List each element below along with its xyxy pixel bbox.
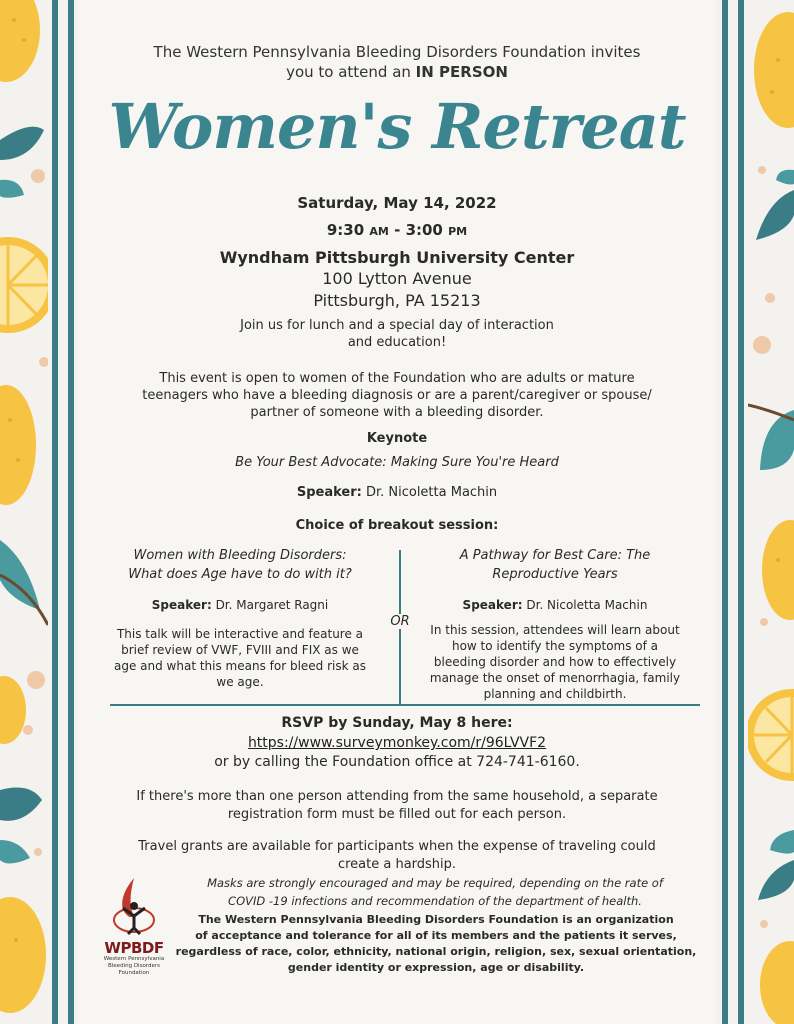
rsvp-link[interactable]: https://www.surveymonkey.com/r/96LVVF2 xyxy=(247,735,547,751)
wpbdf-logo xyxy=(92,876,176,976)
rsvp-link-wrap xyxy=(78,734,716,753)
breakout-right-speaker-label: Speaker: xyxy=(462,598,523,612)
breakout-left-desc xyxy=(100,626,380,690)
time-end-suffix: PM xyxy=(448,225,468,238)
left-border-line-outer xyxy=(52,0,58,1024)
time-start: 9:30 xyxy=(326,221,365,239)
time-separator: - xyxy=(388,221,406,239)
breakout-right xyxy=(410,546,700,702)
breakout-left-desc-line: This talk will be interactive and feature a xyxy=(116,627,364,641)
breakout-right-desc-line: In this session, attendees will learn about xyxy=(430,623,680,637)
travel-line-1: Travel grants are available for participants when the expense of traveling could xyxy=(138,839,656,854)
rsvp-heading: RSVP by Sunday, May 8 here: xyxy=(281,715,513,731)
breakout-left-desc-line: brief review of VWF, FVIII and FIX as we xyxy=(121,643,359,657)
breakout-left-title xyxy=(100,546,380,584)
logo-sub-2: Bleeding Disorders Foundation xyxy=(108,963,160,976)
breakout-right-desc-line: how to identify the symptoms of a xyxy=(451,639,659,653)
venue-name: Wyndham Pittsburgh University Center xyxy=(219,248,575,267)
policy-line: of acceptance and tolerance for all of its members and the patients it serves, xyxy=(195,929,677,942)
breakout-right-desc-line: bleeding disorder and how to effectively xyxy=(433,655,677,669)
masks-line-2: COVID -19 infections and recommendation of the department of health. xyxy=(228,894,642,908)
policy-line: regardless of race, color, ethnicity, national origin, religion, sex, sexual orientation, xyxy=(175,945,697,958)
policy-line: gender identity or expression, age or disability. xyxy=(287,961,585,974)
policy-line: The Western Pennsylvania Bleeding Disorders Foundation is an organization xyxy=(198,913,674,926)
breakout-heading: Choice of breakout session: xyxy=(295,518,499,533)
breakout-right-speaker xyxy=(410,598,700,612)
eligibility-line: This event is open to women of the Foundation who are adults or mature xyxy=(159,371,635,386)
keynote-title: Be Your Best Advocate: Making Sure You're Heard xyxy=(235,455,559,470)
breakout-right-desc-line: manage the onset of menorrhagia, family xyxy=(429,671,681,685)
flyer-body xyxy=(78,0,716,1024)
keynote-speaker-label: Speaker: xyxy=(296,485,362,500)
policy-text xyxy=(166,912,706,976)
or-label: OR xyxy=(384,614,416,629)
right-lemon-decoration xyxy=(748,0,794,1024)
section-divider xyxy=(110,704,700,706)
breakout-right-desc-line: planning and childbirth. xyxy=(483,687,627,701)
rsvp-phone: or by calling the Foundation office at 724-741-6160. xyxy=(214,754,580,770)
intro-text xyxy=(78,42,716,82)
keynote-heading: Keynote xyxy=(366,431,428,446)
travel-line-2: create a hardship. xyxy=(337,857,457,872)
join-line-2: and education! xyxy=(347,335,447,350)
logo-wordmark: WPBDF xyxy=(104,939,164,957)
page-title: Women's Retreat xyxy=(108,90,686,163)
intro-line-1: The Western Pennsylvania Bleeding Disorders Foundation invites xyxy=(153,43,641,61)
time-start-suffix: AM xyxy=(369,225,389,238)
event-time xyxy=(78,220,716,242)
eligibility-line: partner of someone with a bleeding disorder. xyxy=(250,405,544,420)
household-line-1: If there's more than one person attending from the same household, a separate xyxy=(136,789,658,804)
join-line-1: Join us for lunch and a special day of interaction xyxy=(240,318,554,333)
time-end: 3:00 xyxy=(405,221,443,239)
breakout-left-desc-line: we age. xyxy=(216,675,264,689)
breakout-left-title-2: What does Age have to do with it? xyxy=(128,567,352,582)
travel-text xyxy=(78,838,716,874)
left-border-line-inner xyxy=(68,0,74,1024)
breakout-left-title-1: Women with Bleeding Disorders: xyxy=(133,548,347,563)
right-border-line-inner xyxy=(722,0,728,1024)
breakout-left-speaker xyxy=(100,598,380,612)
eligibility-line: teenagers who have a bleeding diagnosis or are a parent/caregiver or spouse/ xyxy=(142,388,652,403)
breakout-left-speaker-name: Dr. Margaret Ragni xyxy=(211,598,329,612)
intro-line-2-pre: you to attend an xyxy=(286,63,416,81)
venue-street: 100 Lytton Avenue xyxy=(322,269,472,288)
household-text xyxy=(78,788,716,824)
right-border-line-outer xyxy=(738,0,744,1024)
intro-line-2 xyxy=(78,62,716,82)
left-lemon-decoration xyxy=(0,0,48,1024)
eligibility-text xyxy=(78,370,716,421)
breakout-right-speaker-name: Dr. Nicoletta Machin xyxy=(522,598,648,612)
breakout-left-desc-line: age and what this means for bleed risk as xyxy=(113,659,366,673)
keynote-speaker xyxy=(78,485,716,500)
masks-text xyxy=(170,874,700,910)
logo-sub-1: Western Pennsylvania xyxy=(103,956,165,962)
logo-figure-icon xyxy=(109,876,159,936)
join-text xyxy=(78,317,716,351)
in-person-label: IN PERSON xyxy=(415,63,508,81)
breakout-left xyxy=(100,546,380,690)
event-date: Saturday, May 14, 2022 xyxy=(297,194,497,212)
household-line-2: registration form must be filled out for each person. xyxy=(227,807,567,822)
breakout-right-title-1: A Pathway for Best Care: The xyxy=(459,548,651,563)
breakout-right-title-2: Reproductive Years xyxy=(492,567,618,582)
keynote-speaker-name: Dr. Nicoletta Machin xyxy=(361,485,498,500)
lemon-pattern-right xyxy=(748,0,794,1024)
lemon-pattern-left xyxy=(0,0,48,1024)
venue-city: Pittsburgh, PA 15213 xyxy=(313,291,481,310)
breakout-right-desc xyxy=(410,622,700,702)
breakout-left-speaker-label: Speaker: xyxy=(151,598,212,612)
breakout-right-title xyxy=(410,546,700,584)
masks-line-1: Masks are strongly encouraged and may be required, depending on the rate of xyxy=(207,876,663,890)
